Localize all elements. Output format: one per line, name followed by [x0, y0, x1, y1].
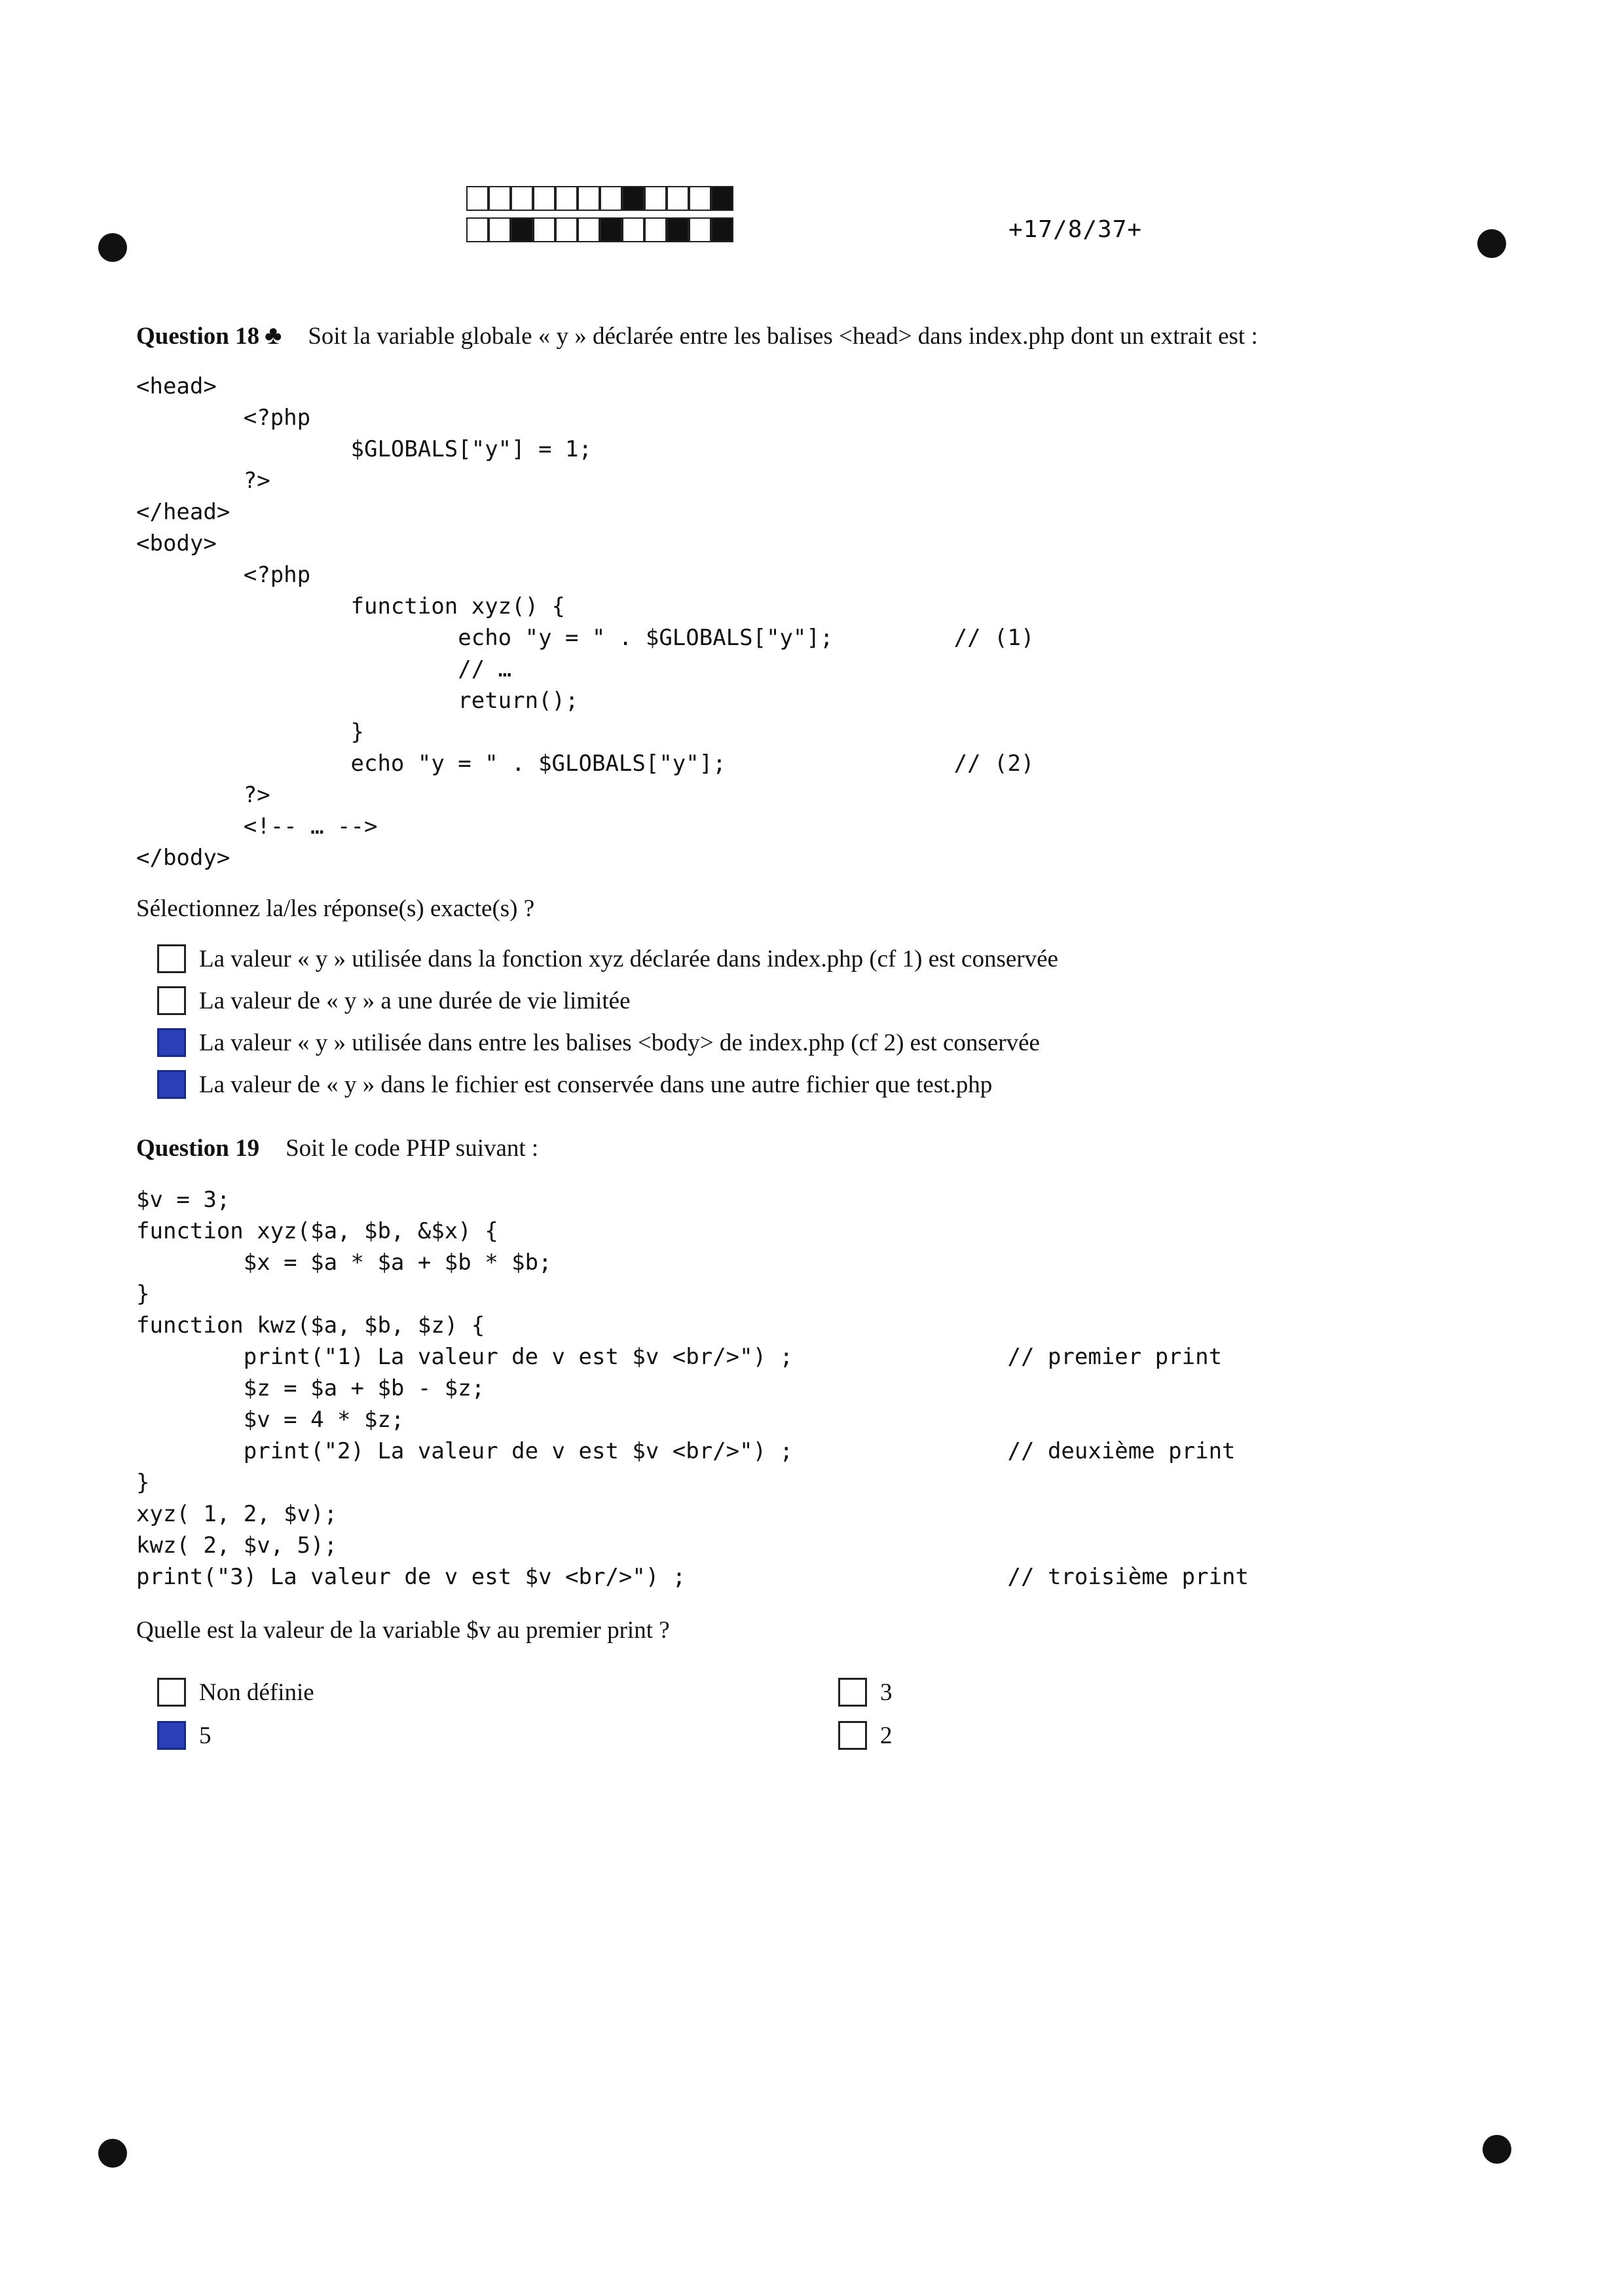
registration-dot-top-right — [1477, 229, 1506, 258]
answer-option[interactable] — [838, 1678, 893, 1707]
barcode-cell — [466, 217, 489, 242]
barcode-cell — [667, 217, 689, 242]
barcode-cell — [622, 217, 644, 242]
barcode-row-1 — [466, 186, 733, 211]
registration-dot-top-left — [98, 233, 127, 262]
barcode-cell — [578, 217, 600, 242]
question-label: Question 19 — [136, 1135, 260, 1162]
answer-option[interactable] — [157, 944, 1058, 973]
question-19-header — [136, 1134, 538, 1162]
barcode-cell — [600, 186, 622, 211]
barcode-cell — [578, 186, 600, 211]
barcode-cell — [689, 217, 711, 242]
answer-option[interactable] — [157, 1678, 314, 1707]
question-text: Soit la variable globale « y » déclarée entre les balises <head> dans index.php dont un extrait est : — [308, 323, 1258, 350]
answer-checkbox[interactable] — [157, 1678, 186, 1707]
barcode-cell — [555, 186, 578, 211]
code-block-q19: $v = 3; function xyz($a, $b, &$x) { $x = $a * $a + $b * $b; } function kwz($a, $b, $z) { print("1) La valeur de v est $v <br/>") ; // premier print $z = $a + $b - $z; $v = 4 * $z; print("2) La valeur de v est $v <br/>") ; // deuxième print } xyz( 1, 2, $v); kwz( 2, $v, 5); print("3) La valeur de v est $v <br/>") ; // troisième print — [136, 1187, 1249, 1590]
question-prompt: Quelle est la valeur de la variable $v au premier print ? — [136, 1617, 670, 1644]
barcode-cell — [533, 186, 555, 211]
question-label: Question 18 — [136, 323, 260, 350]
barcode-cell — [622, 186, 644, 211]
club-icon: ♣ — [265, 320, 282, 350]
barcode-cell — [711, 186, 733, 211]
barcode-cell — [644, 186, 667, 211]
answer-option[interactable] — [157, 1070, 992, 1099]
barcode-cell — [511, 217, 533, 242]
answer-checkbox[interactable] — [838, 1678, 867, 1707]
page-id: +17/8/37+ — [1008, 216, 1143, 243]
barcode-cell — [489, 217, 511, 242]
answer-label: La valeur de « y » dans le fichier est conservée dans une autre fichier que test.php — [199, 1071, 993, 1098]
barcode-row-2 — [466, 217, 733, 242]
barcode-cell — [489, 186, 511, 211]
answer-label: Non définie — [199, 1678, 314, 1706]
question-text: Soit le code PHP suivant : — [286, 1135, 539, 1162]
answer-checkbox[interactable] — [157, 1721, 186, 1750]
barcode-cell — [600, 217, 622, 242]
answer-option[interactable] — [157, 1028, 1040, 1057]
answer-option[interactable] — [157, 986, 631, 1015]
answer-option[interactable] — [838, 1721, 893, 1750]
barcode-cell — [466, 186, 489, 211]
answer-label: 5 — [199, 1722, 212, 1749]
barcode-cell — [511, 186, 533, 211]
answer-label: 2 — [880, 1722, 893, 1749]
answer-option[interactable] — [157, 1721, 212, 1750]
question-18-header — [136, 320, 1258, 350]
answer-checkbox[interactable] — [157, 986, 186, 1015]
code-block-q18: <head> <?php $GLOBALS["y"] = 1; ?> </head> <body> <?php function xyz() { echo "y = " . $GLOBALS["y"]; // (1) // … return(); } echo "y = " . $GLOBALS["y"]; // (2) ?> <!-- … --> </body> — [136, 373, 1035, 871]
barcode-cell — [533, 217, 555, 242]
answer-checkbox[interactable] — [157, 1070, 186, 1099]
registration-dot-bottom-left — [98, 2139, 127, 2168]
answer-label: La valeur de « y » a une durée de vie limitée — [199, 987, 631, 1014]
question-prompt: Sélectionnez la/les réponse(s) exacte(s) ? — [136, 895, 535, 922]
answer-label: 3 — [880, 1678, 893, 1706]
answer-label: La valeur « y » utilisée dans entre les balises <body> de index.php (cf 2) est conservée — [199, 1029, 1040, 1056]
barcode-cell — [689, 186, 711, 211]
answer-checkbox[interactable] — [838, 1721, 867, 1750]
answer-checkbox[interactable] — [157, 1028, 186, 1057]
registration-dot-bottom-right — [1483, 2135, 1511, 2164]
answer-checkbox[interactable] — [157, 944, 186, 973]
barcode-cell — [711, 217, 733, 242]
answer-label: La valeur « y » utilisée dans la fonction xyz déclarée dans index.php (cf 1) est conservée — [199, 945, 1058, 972]
barcode-cell — [644, 217, 667, 242]
barcode-cell — [667, 186, 689, 211]
barcode-cell — [555, 217, 578, 242]
